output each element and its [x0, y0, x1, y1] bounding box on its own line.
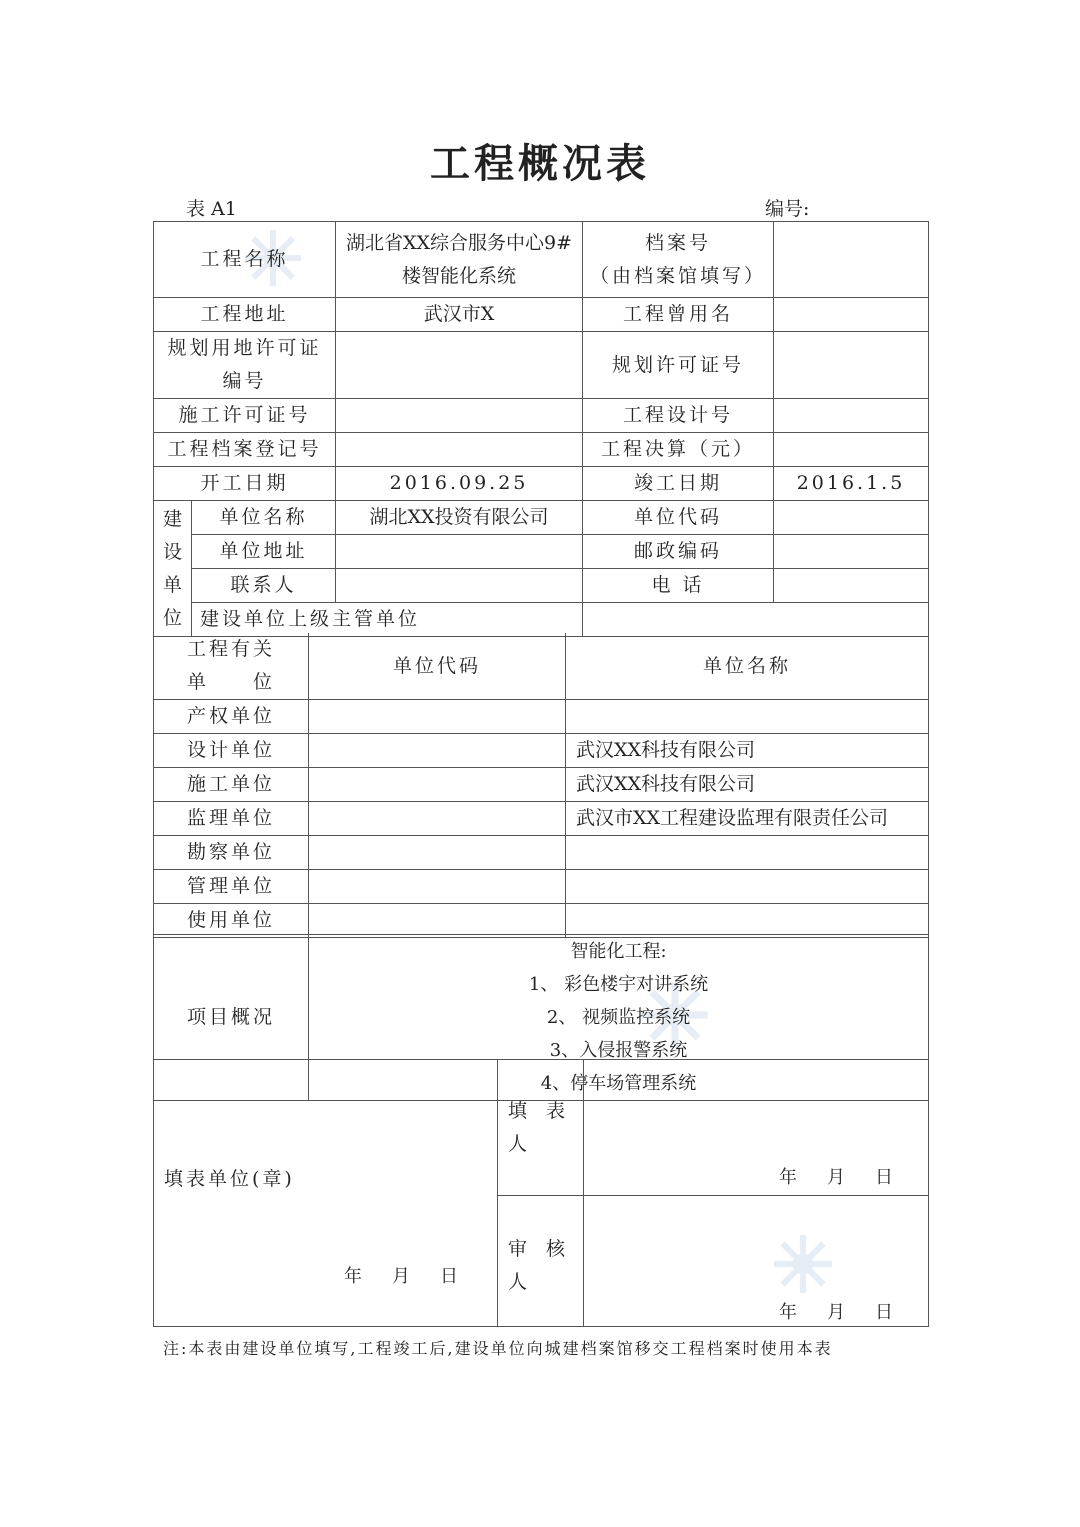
- unit-name-label: 单位名称: [192, 501, 336, 535]
- related-units-table: [153, 633, 929, 938]
- related-row-label: 勘察单位: [154, 836, 309, 870]
- overview-label: 项目概况: [154, 935, 309, 1101]
- design-no-label: 工程设计号: [583, 399, 774, 433]
- archive-reg-label: 工程档案登记号: [154, 433, 336, 467]
- contact-label: 联系人: [192, 569, 336, 603]
- construction-permit-value[interactable]: [336, 399, 583, 433]
- start-date-label: 开工日期: [154, 467, 336, 501]
- archive-no-value[interactable]: [774, 222, 929, 298]
- project-name-label: 工程名称: [154, 222, 336, 298]
- related-row-code[interactable]: [309, 802, 566, 836]
- plan-permit-value[interactable]: [774, 332, 929, 399]
- construction-permit-label: 施工许可证号: [154, 399, 336, 433]
- related-row-label: 产权单位: [154, 700, 309, 734]
- signoff-table: [153, 1059, 929, 1327]
- filler-date: 年 月 日: [779, 1167, 893, 1188]
- related-row-label: 施工单位: [154, 768, 309, 802]
- related-row-label: 管理单位: [154, 870, 309, 904]
- builder-group-label: 建 设 单 位: [154, 501, 192, 637]
- filler-sign-cell[interactable]: [584, 1060, 929, 1196]
- reviewer-date: 年 月 日: [779, 1302, 893, 1323]
- former-name-label: 工程曾用名: [583, 298, 774, 332]
- land-permit-value[interactable]: [336, 332, 583, 399]
- related-row-code[interactable]: [309, 734, 566, 768]
- unit-address-label: 单位地址: [192, 535, 336, 569]
- footnote: 注:本表由建设单位填写,工程竣工后,建设单位向城建档案馆移交工程档案时使用本表: [163, 1339, 833, 1358]
- contact-value[interactable]: [336, 569, 583, 603]
- col-unit-code: 单位代码: [309, 633, 566, 700]
- archive-no-label: 档案号 （由档案馆填写）: [583, 222, 774, 298]
- filling-unit-cell[interactable]: [154, 1060, 498, 1327]
- phone-value[interactable]: [774, 569, 929, 603]
- related-row-label: 使用单位: [154, 904, 309, 938]
- project-name-value: 湖北省XX综合服务中心9# 楼智能化系统: [336, 222, 583, 298]
- final-account-label: 工程决算（元）: [583, 433, 774, 467]
- col-unit-name: 单位名称: [566, 633, 929, 700]
- related-row-name: [566, 700, 929, 734]
- archive-reg-value[interactable]: [336, 433, 583, 467]
- related-row-label: 设计单位: [154, 734, 309, 768]
- related-row-code[interactable]: [309, 870, 566, 904]
- reviewer-label: 审 核 人: [498, 1196, 584, 1327]
- former-name-value[interactable]: [774, 298, 929, 332]
- overview-line: 4、停车场管理系统: [540, 1073, 697, 1094]
- plan-permit-label: 规划许可证号: [583, 332, 774, 399]
- unit-name-value: 湖北XX投资有限公司: [336, 501, 583, 535]
- related-row-name: [566, 836, 929, 870]
- overview-line: 智能化工程:: [570, 941, 667, 962]
- overview-line: 3、入侵报警系统: [549, 1040, 688, 1061]
- land-permit-label: 规划用地许可证 编号: [154, 332, 336, 399]
- related-row-label: 监理单位: [154, 802, 309, 836]
- overview-line: 1、 彩色楼宇对讲系统: [528, 974, 709, 995]
- related-row-name: 武汉市XX工程建设监理有限责任公司: [566, 802, 929, 836]
- related-row-code[interactable]: [309, 836, 566, 870]
- related-row-code[interactable]: [309, 700, 566, 734]
- related-row-name: 武汉XX科技有限公司: [566, 734, 929, 768]
- postcode-value[interactable]: [774, 535, 929, 569]
- related-header-label: 工程有关 单 位: [154, 633, 309, 700]
- number-label: 编号:: [765, 198, 810, 220]
- related-row-name: [566, 904, 929, 938]
- related-row-name: 武汉XX科技有限公司: [566, 768, 929, 802]
- related-row-code[interactable]: [309, 904, 566, 938]
- start-date-value: 2016.09.25: [336, 467, 583, 501]
- related-row-name: [566, 870, 929, 904]
- completion-date-value: 2016.1.5: [774, 467, 929, 501]
- unit-code-label: 单位代码: [583, 501, 774, 535]
- filler-label: 填 表 人: [498, 1060, 584, 1196]
- address-label: 工程地址: [154, 298, 336, 332]
- address-value: 武汉市X: [336, 298, 583, 332]
- reviewer-sign-cell[interactable]: [584, 1196, 929, 1327]
- filling-unit-date: 年 月 日: [344, 1266, 458, 1287]
- phone-label: 电 话: [583, 569, 774, 603]
- form-code: 表 A1: [186, 198, 237, 220]
- unit-address-value[interactable]: [336, 535, 583, 569]
- basic-info-table: [153, 221, 929, 637]
- final-account-value[interactable]: [774, 433, 929, 467]
- overview-line: 2、 视频监控系统: [546, 1007, 691, 1028]
- postcode-label: 邮政编码: [583, 535, 774, 569]
- supervisor-label: 建设单位上级主管单位: [192, 603, 583, 637]
- supervisor-value[interactable]: [583, 603, 929, 637]
- filling-unit-label: 填表单位(章): [164, 1168, 295, 1190]
- page-title: 工程概况表: [430, 140, 650, 187]
- completion-date-label: 竣工日期: [583, 467, 774, 501]
- design-no-value[interactable]: [774, 399, 929, 433]
- related-row-code[interactable]: [309, 768, 566, 802]
- unit-code-value[interactable]: [774, 501, 929, 535]
